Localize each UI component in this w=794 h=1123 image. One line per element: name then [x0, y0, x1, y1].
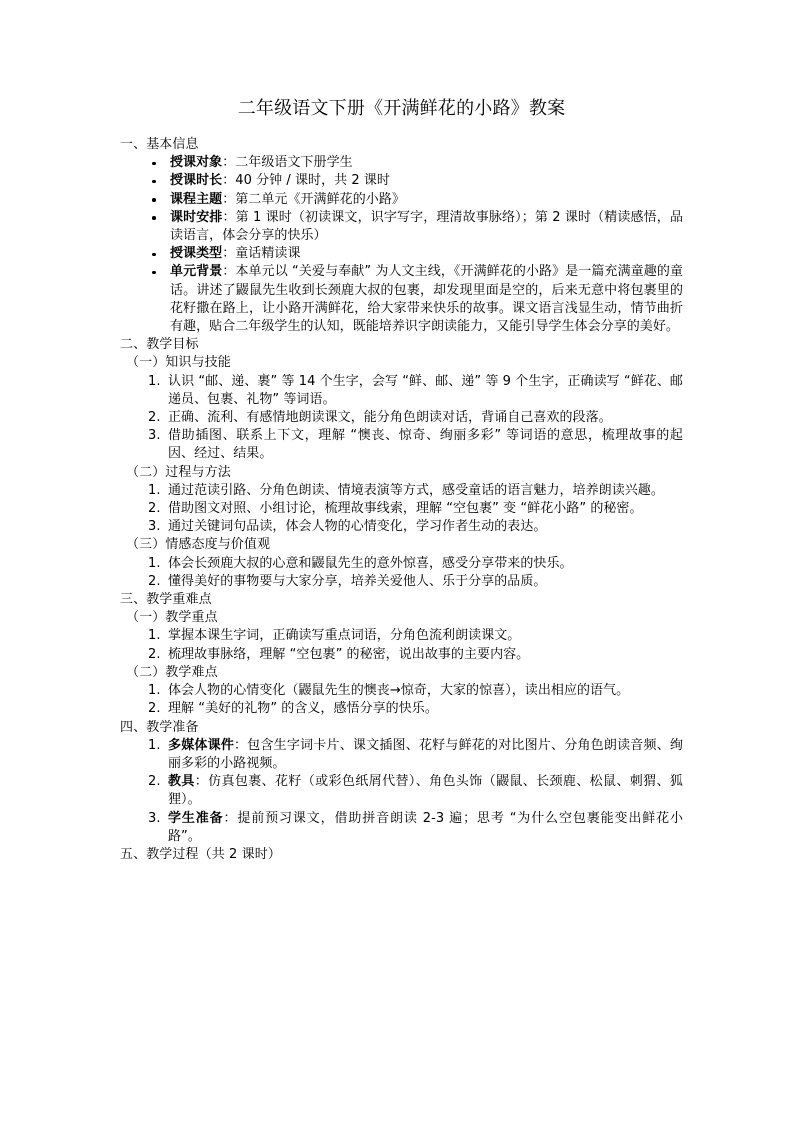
section-heading-key-difficult-points: 三、教学重难点 [120, 592, 212, 608]
list-item: 体会长颈鹿大叔的心意和鼹鼠先生的意外惊喜，感受分享带来的快乐。 [168, 555, 573, 571]
key-points-list [120, 627, 683, 663]
list-item: 通过关键词句品读，体会人物的心情变化，学习作者生动的表达。 [168, 519, 547, 535]
list-item: 正确、流利、有感情地朗读课文，能分角色朗读对话，背诵自己喜欢的段落。 [168, 410, 612, 426]
item-label: 授课类型 [170, 246, 223, 262]
list-item: 借助插图、联系上下文，理解 “懊丧、惊奇、绚丽多彩” 等词语的意思，梳理故事的起因、经过、结果。 [168, 428, 683, 462]
page-title: 二年级语文下册《开满鲜花的小路》教案 [237, 98, 566, 119]
item-label: 多媒体课件 [168, 737, 235, 753]
list-item [120, 773, 683, 809]
list-item [120, 191, 683, 209]
item-text: ：仿真包裹、花籽（或彩色纸屑代替）、角色头饰（鼹鼠、长颈鹿、松鼠、刺猬、狐狸）。 [168, 774, 683, 808]
item-text: ：童话精读课 [222, 246, 301, 262]
subsection-heading-difficult-points: （二）教学难点 [126, 664, 218, 680]
item-text: ：第二单元《开满鲜花的小路》 [222, 191, 405, 207]
list-item [120, 263, 683, 336]
item-text: ：二年级语文下册学生 [222, 155, 353, 171]
list-item [120, 810, 683, 846]
section-heading-teaching-process: 五、教学过程（共 2 课时） [120, 846, 281, 862]
list-item: 借助图文对照、小组讨论，梳理故事线索，理解 “空包裹” 变 “鲜花小路” 的秘密。 [168, 501, 643, 517]
preparation-list [120, 737, 683, 846]
item-label: 教具 [168, 774, 195, 790]
list-item: 掌握本课生字词，正确读写重点词语，分角色流利朗读课文。 [168, 628, 521, 644]
item-text: ：提前预习课文，借助拼音朗读 2-3 遍；思考 “为什么空包裹能变出鲜花小路”。 [168, 810, 684, 844]
process-methods-list [120, 482, 683, 537]
item-text: ：包含生字词卡片、课文插图、花籽与鲜花的对比图片、分角色朗读音频、绚丽多彩的小路视频。 [168, 737, 683, 771]
subsection-heading-process-methods: （二）过程与方法 [126, 464, 231, 480]
list-item: 通过范读引路、分角色朗读、情境表演等方式，感受童话的语言魅力，培养朗读兴趣。 [168, 482, 664, 498]
item-text: ：第 1 课时（初读课文，识字写字，理清故事脉络）；第 2 课时（精读感悟，品读语言，体会分享的快乐） [170, 209, 683, 244]
list-item: 懂得美好的事物要与大家分享，培养关爱他人、乐于分享的品质。 [168, 573, 547, 589]
list-item [120, 737, 683, 773]
item-label: 单元背景 [170, 264, 223, 280]
list-item: 体会人物的心情变化（鼹鼠先生的懊丧→惊奇，大家的惊喜），读出相应的语气。 [168, 683, 630, 699]
section-heading-basic-info: 一、基本信息 [120, 137, 199, 152]
list-item: 梳理故事脉络，理解 “空包裹” 的秘密，说出故事的主要内容。 [168, 646, 530, 662]
item-label: 课时安排 [170, 209, 223, 225]
item-label: 学生准备 [168, 810, 224, 826]
section-heading-preparation: 四、教学准备 [120, 719, 199, 735]
list-item [120, 172, 683, 190]
item-label: 课程主题 [170, 191, 223, 207]
basic-info-list [120, 154, 683, 336]
list-item: 认识 “邮、递、裹” 等 14 个生字，会写 “鲜、邮、递” 等 9 个生字，正确读写 “鲜花、邮递员、包裹、礼物” 等词语。 [168, 373, 683, 407]
subsection-heading-emotion-values: （三）情感态度与价值观 [126, 537, 271, 553]
list-item [120, 154, 683, 172]
list-item [120, 209, 683, 245]
subsection-heading-key-points: （一）教学重点 [126, 610, 218, 626]
emotion-values-list [120, 555, 683, 591]
section-heading-objectives: 二、教学目标 [120, 337, 199, 353]
list-item: 理解 “美好的礼物” 的含义，感悟分享的快乐。 [168, 701, 438, 717]
difficult-points-list [120, 682, 683, 718]
subsection-heading-knowledge-skills: （一）知识与技能 [126, 355, 231, 371]
item-label: 授课对象 [170, 155, 223, 171]
list-item [120, 245, 683, 263]
item-text: ：本单元以 “关爱与奉献” 为人文主线，《开满鲜花的小路》是一篇充满童趣的童话。讲述了鼹鼠先生收到长颈鹿大叔的包裹，却发现里面是空的，后来无意中将包裹里的花籽撒在路上，让小路开满鲜花，给大家带来快乐的故事。课文语言浅显生动，情节曲折有趣，贴合二年级学生的认知，既能培养识字朗读能力，又能引导学生体会分享的美好。 [170, 264, 684, 335]
item-text: ：40 分钟 / 课时，共 2 课时 [222, 173, 390, 189]
item-label: 授课时长 [170, 173, 223, 189]
knowledge-skills-list [120, 373, 683, 464]
